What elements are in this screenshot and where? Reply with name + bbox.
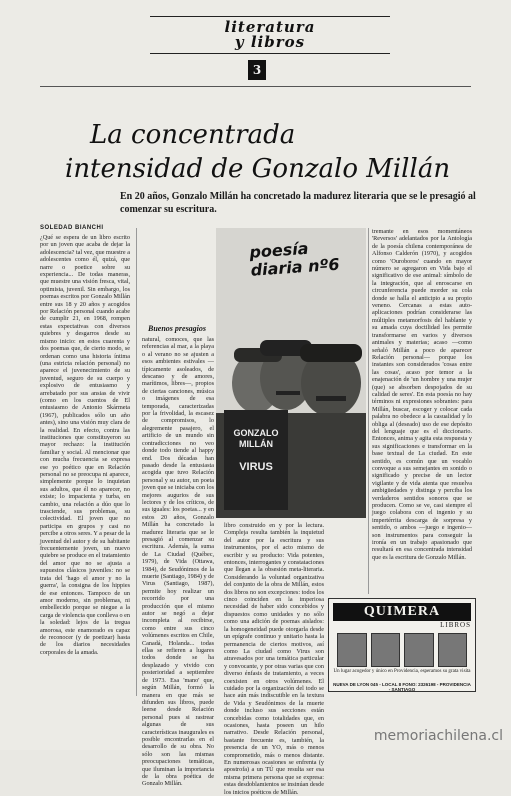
deck: En 20 años, Gonzalo Millán ha concretado la madurez literaria que se le presagió al comenzar su escritura. (120, 191, 476, 215)
book-title: VIRUS (239, 461, 273, 473)
ad-text: Un lugar acogedor y único en Providencia, esperamos su grata visita (333, 669, 471, 674)
column-divider-right (368, 228, 369, 594)
column-divider (136, 228, 137, 696)
watermark: memoriachilena.cl (373, 728, 503, 744)
book-author: GONZALO MILLÁN (233, 428, 279, 449)
section-title (190, 20, 350, 50)
subhead: Buenos presagios (148, 324, 207, 333)
headline-line2: intensidad de Gonzalo Millán (65, 154, 451, 184)
ad-book-images (337, 633, 467, 667)
headline-line1: La concentrada (90, 120, 296, 150)
column-1: ¿Qué se espera de un libro escrito por un joven que acaba de dejar la adolescencia? tal vez, que muestre a adolescentes como él, quizá, que narre o poetice sobre su experiencia... De todas maneras, que muestre una visión fresca, vital, optimista, juvenil. Sin embargo, los poemas escritos por Gonzalo Millán entre sus 18 y 20 años y acogidos por Relación personal cuando acabe de cumplir 21, en 1968, rompen estas expectativas con diversos quiebres y desgarros desde su mismo inicio: en estos cuarenta y dos poemas que, de cierto modo, se ordenan como una historia íntima (una estricta relación personal) no aparece el juvenecimiento de su juventud, seguro de su cuerpo y explosivo de entusiasmo y arrebatado por sus ansias de vivir (como en los cuentos de El entusiasmo de Antonio Skármeta (1967), publicados sólo un año antes), sino una visión muy clara de la realidad. En efecto, contra las instituciones que constituyeron su mayor rechazo: la institución familiar y social. Al mencionar que con mucha frecuencia se expresa ese yo poético que en Relación personal no se preocupa ni aparece, simplemente porque lo inquietan sus adultos, que él no aparecer, no existe; lo impacienta y turba, en cambio, una relación a dúo que lo trasciende, sus problemas, su colectividad. El joven que no participa en grupos y casi no percibe a otros seres. Y a pesar de la juventud del autor y de su habitante frecuentemente joven, un nuevo quiebre se produce en el tratamiento del amor que no se ajusta a supuestos clásicos juveniles: no se trata del 'hago el amor y no la guerra', la consigna de los hippies de ese entonces. Tampoco de un amor moderno, sin problemas, ni embellecido porque se niegue a la carga de violencia que conlleva o en la soledad: lejos de la tregua amorosa, este enamorado es capaz de reconocer (y de poetizar) hasta de los diarios necesidades corporales de la amada. (40, 234, 130, 656)
ad-book-3 (404, 633, 434, 667)
section-rule-top (150, 16, 390, 17)
ad-address: NUEVA DE LYON 045 - LOCAL 8 FONO: 2326198 - PROVIDENCIA - SANTIAGO (333, 682, 471, 692)
book-cover (224, 410, 288, 510)
ad-book-4 (438, 633, 468, 667)
column-3: libro construido en y por la lectura. Compleja resulta también la inquietud del autor por la escritura y sus instrumentos, por el acto mismo de escribir y su producto: Vida potentes, entonces, interrogantes y constataciones que llegan a la obsesión meta-literaria. Considerando la voluntad organizativa del conjunto de la obra de Millán, estos dos libros no son excepciones: todos los cinco coinciden en la imperiosa necesidad de haber sido concebidos y dispuestos como unidades y no sólo como una adición de poemas aislados: la homogeneidad puede otorgarla desde un epígrafe continuo y unitario hasta la permanencia de ciertos motivos, así como La ciudad como Virus son atravesados por una temática particular y convocante, y por otras varias que con diverso énfasis de tratamiento, a veces coexisten en otros volúmenes. El cuidado por la organización del todo se hace aún más indiscutible en la textura de Vida y Seudónimos de la muerte donde incluso sus secciones están concebidas como totalidades que, en ocasiones, hasta poseen un hilo narrativo. Desde Relación personal, bastante frecuente es, también, la presencia de un YO, más o menos comprometido, más o menos distante. En numerosas ocasiones se enfrenta (y apostrofa) a un TÚ que resulta ser esa misma primera persona que se expresa: estas desdoblamientos se insinúan desde los inicios poéticos de Millán. (224, 522, 325, 796)
ad-logo: QUIMERA (333, 603, 471, 621)
ad-book-2 (371, 633, 401, 667)
section-rule-bottom (150, 53, 390, 54)
magazine-title: poesía diaria nº6 (248, 238, 341, 280)
top-divider (40, 86, 471, 87)
ad-subtitle: LIBROS (440, 621, 471, 629)
quimera-advertisement (328, 598, 476, 692)
column-4: tremante en esos momentáneos 'Reversos' adelantados por la Antología de la poesía chilena contemporánea de Alfonso Calderón (1970), y acogidos como 'Ouroboros' cuando en mayor número se agregaron en Vida bajo el significativo de ese animal: símbolo de la integración, que al enroscarse en circunferencia puede morder su cola donde se halla el anticipio a su propio veneno. Cercanas a estas auto-aplicaciones podrían considerarse las múltiples metamorfosis del hablante y su amada cuya doctilidad les permite transformarse en varios y diversos animales y materias; acaso —como señaló Millán a poco de aparecer Relación personal— porque los instantes son considerados 'cosas entre las cosas', acaso por temor a la enajenación de 'un hombre y una mujer (que) se absorben despojados de su calidad de seres'. En esta poesía no hay términos ni expresiones sobrantes: para Millán, buscar, escoger y colocar cada palabra no obedece a la casualidad y lo obliga al (deseado) uso de ese depósito del lenguaje que es el diccionario. Entonces, anima y agita esta respuesta y sus significaciones e transformar en la base textual de La ciudad. En este sentido, es común que un vocablo convoque a sus semejantes en sonido o significado y precise de un lector vigilante y de vida atenta que resuelva ambigüedades y distinga y perciba los verdaderos sentidos sonoros que se producen. Como se ve, casi siempre el juego colabora con el ingenio y su impertérrita descarga de sorpresa y sentido, o ambos —juego e ingenio— son instrumentos para conseguir la ironía en un trabajo apasionado que resultará en esa concentrada intensidad que es la escritura de Gonzalo Millán. (372, 228, 472, 561)
ad-book-1 (337, 633, 367, 667)
page-number: 3 (248, 60, 266, 80)
byline: SOLEDAD BIANCHI (40, 225, 104, 231)
column-2: natural, comoces, que las referencias al mar, a la playa o al verano no se ajusten a esos ambientes estivales —típicamente asoleados, de descanso y de amores, marítimos, libres—, propios de ciertas canciones, música o imágenes de esa temporada, caracterizadas por la frivolidad, la escasez de compromisos, lo alegremente pasajero, el artificio de un mundo sin contradicciones no veo donde todo tiende al happy end. Dos décadas han pasado desde la entusiasta acogida que tuvo Relación personal y su autor, un poeta joven que se iniciaba con los mejores augurios de sus lectores y de los críticos, de sus iguales: los poetas... y en estos 20 años, Gonzalo Millán ha concretado la madurez literaria que se le presagió al comenzar su escritura. Además, la suma de La Ciudad (Québec, 1979), de Vida (Ottawa, 1984), de Seudónimos de la muerte (Santiago, 1984) y de Virus (Santiago, 1987), permite hoy realizar un recorrido por una producción que el mismo autor se negó a dejar incompleta al recibirse, como entre sus cinco volúmenes escritos en Chile, Canadá, Holanda... todas ellas se refieren a lugares todos donde se ha desplazado y vivido con posterioridad a septiembre de 1973. Esa 'mano' que, según Millán, formó la manera en que más se difunden sus libros, puede leerse desde Relación personal pues si rastrear algunas de sus características inaugurales es posible encontrarlas en el desarrollo de su obra. No sólo son las mismas preocupaciones temáticas, que iluminan la importancia de la obra poética de Gonzalo Millán. (142, 336, 214, 788)
section-line2: y libros (234, 33, 306, 51)
section-line1: literatura (224, 18, 316, 36)
column-2-top (142, 230, 212, 320)
headline (65, 118, 490, 186)
